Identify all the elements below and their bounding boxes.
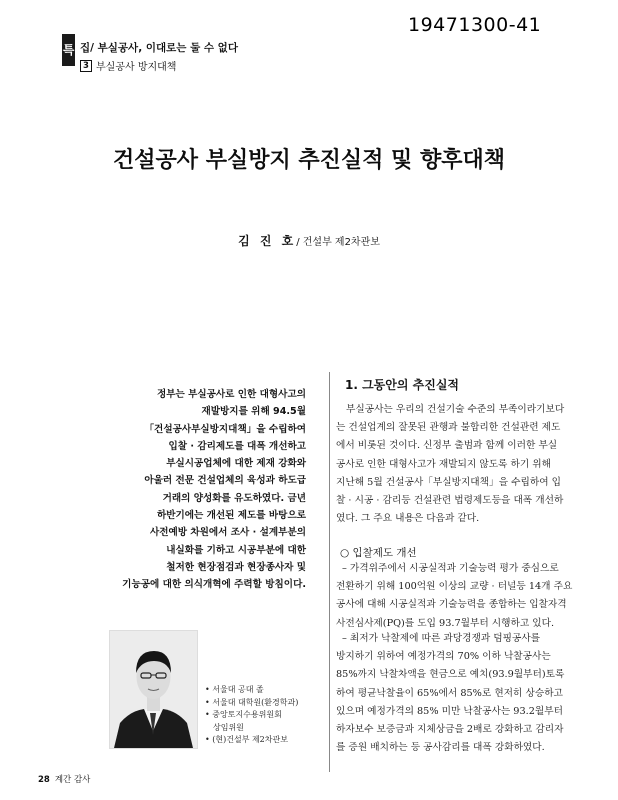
body-line: 찰 · 시공 · 감리등 건설관련 법령제도등을 대폭 개선하 xyxy=(336,495,564,507)
body-line: – 가격위주에서 시공실적과 기술능력 평가 중심으로 xyxy=(342,563,559,574)
series-subtitle-row xyxy=(80,58,176,73)
page-number: 28 xyxy=(38,775,50,785)
body-line: 공사로 인한 대형사고가 재발되지 않도록 하기 위해 xyxy=(336,458,551,470)
column-divider xyxy=(329,372,330,772)
series-subtitle: 부실공사 방지대책 xyxy=(96,62,177,73)
body-line: 를 증원 배치하는 등 공사감리를 대폭 강화하였다. xyxy=(336,742,545,754)
abstract-line: 입찰 · 감리제도를 대폭 개선하고 xyxy=(168,440,306,452)
body-line: 에서 비롯된 것이다. 신정부 출범과 함께 이러한 부실 xyxy=(336,440,558,452)
special-feature-mark: 특 xyxy=(62,34,75,66)
body-paragraph-bidding xyxy=(336,560,592,633)
abstract-line: 재발방지를 위해 94.5월 xyxy=(201,406,306,418)
abstract-line: 기능공에 대한 의식개혁에 주력할 방침이다. xyxy=(122,579,306,591)
body-line: 지난해 5월 건설공사「부실방지대책」을 수립하여 입 xyxy=(336,476,562,488)
body-line: 부실공사는 우리의 건설기술 수준의 부족이라기보다 xyxy=(346,404,565,415)
abstract-line: 철저한 현장점검과 현장종사자 및 xyxy=(166,561,306,573)
section-title: 1. 그동안의 추진실적 xyxy=(345,378,460,392)
document-id: 19471300-41 xyxy=(408,14,542,36)
publication-name: 계간 감사 xyxy=(54,775,91,785)
portrait-illustration xyxy=(110,631,197,748)
body-line: 사전심사제(PQ)를 도입 93.7월부터 시행하고 있다. xyxy=(336,617,555,629)
series-title: 집/ 부실공사, 이대로는 둘 수 없다 xyxy=(80,42,238,54)
abstract-line: 부실시공업체에 대한 제재 강화와 xyxy=(166,458,306,470)
article-title: 건설공사 부실방지 추진실적 및 향후대책 xyxy=(113,148,505,173)
abstract-line: 정부는 부실공사로 인한 대형사고의 xyxy=(156,389,306,400)
body-line: 전환하기 위해 100억원 이상의 교량 · 터널등 14개 주요 xyxy=(336,581,573,593)
body-line: 는 건설업계의 잘못된 관행과 불합리한 건설관련 제도 xyxy=(336,422,561,434)
bio-line: • 중앙토지수용위원회 xyxy=(205,710,282,719)
body-line: 공사에 대해 시공실적과 기술능력을 종합하는 입찰자격 xyxy=(336,599,567,611)
body-line: – 최저가 낙찰제에 따른 과당경쟁과 덤핑공사를 xyxy=(342,633,541,644)
author-name: 김 진 호 xyxy=(238,234,297,248)
series-number-box: 3 xyxy=(80,60,92,72)
body-line: 85%까지 낙찰차액을 현금으로 예치(93.9월부터)토록 xyxy=(336,669,565,681)
page-footer xyxy=(38,773,90,785)
author-portrait-photo xyxy=(109,630,198,749)
subsection-title: ○ 입찰제도 개선 xyxy=(340,547,417,559)
abstract-line: 아울러 전문 건설업체의 육성과 하도급 xyxy=(144,475,306,487)
author-line xyxy=(0,232,618,249)
bio-line: • 서울대 공대 졸 xyxy=(205,685,264,694)
abstract-line: 「건설공사부실방지대책」을 수립하여 xyxy=(144,423,306,435)
body-line: 였다. 그 주요 내용은 다음과 같다. xyxy=(336,513,480,525)
body-paragraph-intro xyxy=(336,401,592,528)
body-line: 하자보수 보증금과 지체상금을 2배로 강화하고 감리자 xyxy=(336,724,564,736)
abstract xyxy=(120,386,306,594)
abstract-line: 거래의 양성화를 유도하였다. 금년 xyxy=(162,492,306,504)
abstract-line: 내실화를 기하고 시공부분에 대한 xyxy=(166,544,306,556)
body-paragraph-lowest-bid xyxy=(336,630,592,757)
bio-line: • 서울대 대학원(환경학과) xyxy=(205,697,299,707)
body-line: 하여 평균낙찰율이 65%에서 85%로 현저히 상승하고 xyxy=(336,687,563,699)
abstract-line: 사전예방 차원에서 조사 · 설계부분의 xyxy=(149,527,306,539)
bio-line: 상임위원 xyxy=(213,722,244,732)
body-line: 방지하기 위하여 예정가격의 70% 이하 낙찰공사는 xyxy=(336,651,551,663)
author-role: / 건설부 제2차관보 xyxy=(296,237,380,248)
body-line: 있으며 예정가격의 85% 미만 낙찰공사는 93.2월부터 xyxy=(336,705,563,717)
abstract-line: 하반기에는 개선된 제도를 바탕으로 xyxy=(156,510,306,522)
bio-line: • (현)건설부 제2차관보 xyxy=(205,735,288,744)
author-biography xyxy=(205,684,298,747)
